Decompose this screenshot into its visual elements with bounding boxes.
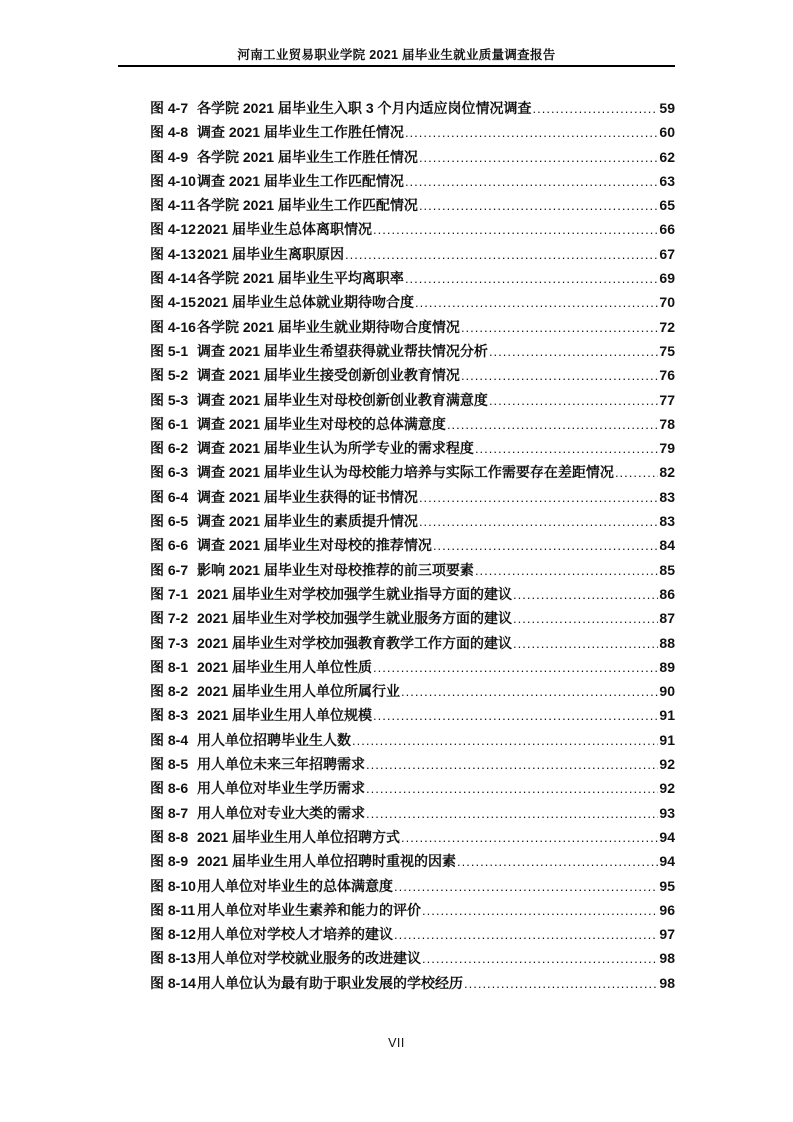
figure-page-number: 69 xyxy=(659,270,675,287)
figure-label: 图 4-9 xyxy=(150,148,189,165)
figure-title: 各学院 2021 届毕业生入职 3 个月内适应岗位情况调查 xyxy=(197,100,532,116)
toc-entry[interactable] xyxy=(150,679,675,703)
figure-page-number: 63 xyxy=(659,172,675,189)
figure-label: 图 4-7 xyxy=(150,100,189,116)
figure-page-number: 78 xyxy=(659,415,675,432)
toc-entry[interactable] xyxy=(150,825,675,849)
report-header-title: 河南工业贸易职业学院 2021 届毕业生就业质量调查报告 xyxy=(237,48,556,62)
figure-label: 图 6-2 xyxy=(150,440,189,457)
figure-page-number: 94 xyxy=(659,853,675,870)
dot-leader xyxy=(461,315,658,340)
dot-leader xyxy=(533,96,659,121)
dot-leader xyxy=(405,266,658,291)
figure-title: 用人单位认为最有助于职业发展的学校经历 xyxy=(197,974,463,991)
toc-entry[interactable] xyxy=(150,703,675,727)
dot-leader xyxy=(405,169,658,194)
figure-page-number: 97 xyxy=(659,926,675,943)
list-of-figures xyxy=(150,96,675,995)
toc-entry[interactable] xyxy=(150,485,675,509)
figure-page-number: 67 xyxy=(659,245,675,262)
toc-entry[interactable] xyxy=(150,388,675,412)
dot-leader xyxy=(422,898,658,923)
dot-leader xyxy=(461,363,658,388)
figure-title: 调查 2021 届毕业生工作胜任情况 xyxy=(197,124,404,141)
figure-title: 用人单位对学校就业服务的改进建议 xyxy=(197,950,421,967)
figure-title: 调查 2021 届毕业生工作匹配情况 xyxy=(197,172,404,189)
dot-leader xyxy=(405,120,658,145)
figure-page-number: 83 xyxy=(659,513,675,530)
dot-leader xyxy=(433,533,658,558)
dot-leader xyxy=(513,582,658,607)
dot-leader xyxy=(373,655,658,680)
dot-leader xyxy=(513,606,658,631)
figure-page-number: 59 xyxy=(659,100,675,116)
figure-page-number: 65 xyxy=(659,197,675,214)
figure-title: 用人单位对专业大类的需求 xyxy=(197,804,365,821)
figure-label: 图 4-13 xyxy=(150,245,196,262)
figure-title: 调查 2021 届毕业生获得的证书情况 xyxy=(197,488,418,505)
toc-entry[interactable] xyxy=(150,752,675,776)
figure-label: 图 8-10 xyxy=(150,877,196,894)
figure-title: 各学院 2021 届毕业生工作匹配情况 xyxy=(197,197,418,214)
toc-entry[interactable] xyxy=(150,582,675,606)
toc-entry[interactable] xyxy=(150,145,675,169)
figure-title: 调查 2021 届毕业生接受创新创业教育情况 xyxy=(197,367,460,384)
figure-title: 调查 2021 届毕业生的素质提升情况 xyxy=(197,513,418,530)
figure-page-number: 92 xyxy=(659,756,675,773)
figure-label: 图 8-14 xyxy=(150,974,196,991)
toc-entry[interactable] xyxy=(150,96,675,120)
dot-leader xyxy=(373,703,658,728)
dot-leader xyxy=(366,776,658,801)
dot-leader xyxy=(401,825,658,850)
figure-label: 图 8-4 xyxy=(150,731,189,748)
figure-title: 各学院 2021 届毕业生平均离职率 xyxy=(197,270,404,287)
dot-leader xyxy=(373,217,658,242)
figure-label: 图 4-16 xyxy=(150,318,196,335)
toc-entry[interactable] xyxy=(150,315,675,339)
toc-entry[interactable] xyxy=(150,606,675,630)
toc-entry[interactable] xyxy=(150,849,675,873)
figure-label: 图 7-1 xyxy=(150,585,189,602)
figure-label: 图 4-14 xyxy=(150,270,196,287)
toc-entry[interactable] xyxy=(150,290,675,314)
toc-entry[interactable] xyxy=(150,509,675,533)
figure-label: 图 8-9 xyxy=(150,853,189,870)
dot-leader xyxy=(352,728,658,753)
figure-label: 图 7-2 xyxy=(150,610,189,627)
figure-page-number: 86 xyxy=(659,585,675,602)
toc-entry[interactable] xyxy=(150,436,675,460)
figure-label: 图 8-7 xyxy=(150,804,189,821)
figure-label: 图 8-6 xyxy=(150,780,189,797)
figure-page-number: 96 xyxy=(659,901,675,918)
figure-title: 各学院 2021 届毕业生工作胜任情况 xyxy=(197,148,418,165)
toc-entry[interactable] xyxy=(150,339,675,363)
figure-title: 2021 届毕业生对学校加强学生就业指导方面的建议 xyxy=(197,585,513,602)
dot-leader xyxy=(419,145,658,170)
figure-label: 图 5-3 xyxy=(150,391,189,408)
dot-leader xyxy=(615,460,658,485)
figure-label: 图 7-3 xyxy=(150,634,189,651)
toc-entry[interactable] xyxy=(150,169,675,193)
figure-label: 图 8-8 xyxy=(150,828,189,845)
figure-label: 图 8-12 xyxy=(150,926,196,943)
figure-title: 2021 届毕业生总体就业期待吻合度 xyxy=(197,294,415,311)
figure-label: 图 8-3 xyxy=(150,707,189,724)
figure-label: 图 8-1 xyxy=(150,658,189,675)
figure-title: 各学院 2021 届毕业生就业期待吻合度情况 xyxy=(197,318,460,335)
figure-label: 图 8-11 xyxy=(150,901,196,918)
figure-page-number: 76 xyxy=(659,367,675,384)
toc-entry[interactable] xyxy=(150,946,675,970)
toc-entry[interactable] xyxy=(150,460,675,484)
figure-title: 调查 2021 届毕业生希望获得就业帮扶情况分析 xyxy=(197,342,488,359)
dot-leader xyxy=(464,971,658,996)
figure-page-number: 91 xyxy=(659,707,675,724)
figure-page-number: 84 xyxy=(659,537,675,554)
dot-leader xyxy=(489,339,658,364)
figure-page-number: 93 xyxy=(659,804,675,821)
toc-entry[interactable] xyxy=(150,655,675,679)
figure-page-number: 82 xyxy=(659,464,675,481)
toc-entry[interactable] xyxy=(150,363,675,387)
figure-page-number: 98 xyxy=(659,974,675,991)
figure-page-number: 89 xyxy=(659,658,675,675)
figure-label: 图 6-3 xyxy=(150,464,189,481)
figure-title: 用人单位未来三年招聘需求 xyxy=(197,756,365,773)
figure-label: 图 5-1 xyxy=(150,342,189,359)
figure-page-number: 83 xyxy=(659,488,675,505)
toc-entry[interactable] xyxy=(150,193,675,217)
figure-label: 图 4-10 xyxy=(150,172,196,189)
figure-title: 2021 届毕业生总体离职情况 xyxy=(197,221,373,238)
figure-title: 调查 2021 届毕业生对母校的推荐情况 xyxy=(197,537,432,554)
figure-page-number: 77 xyxy=(659,391,675,408)
dot-leader xyxy=(394,922,658,947)
figure-page-number: 91 xyxy=(659,731,675,748)
dot-leader xyxy=(422,946,658,971)
figure-label: 图 6-4 xyxy=(150,488,189,505)
toc-entry[interactable] xyxy=(150,898,675,922)
figure-page-number: 72 xyxy=(659,318,675,335)
figure-page-number: 75 xyxy=(659,342,675,359)
dot-leader xyxy=(366,752,658,777)
figure-title: 2021 届毕业生对学校加强学生就业服务方面的建议 xyxy=(197,610,513,627)
dot-leader xyxy=(475,558,658,583)
figure-title: 用人单位对毕业生学历需求 xyxy=(197,780,365,797)
figure-title: 调查 2021 届毕业生认为所学专业的需求程度 xyxy=(197,440,474,457)
figure-label: 图 6-1 xyxy=(150,415,189,432)
figure-page-number: 88 xyxy=(659,634,675,651)
figure-page-number: 62 xyxy=(659,148,675,165)
toc-entry[interactable] xyxy=(150,801,675,825)
figure-title: 2021 届毕业生用人单位性质 xyxy=(197,658,373,675)
dot-leader xyxy=(489,388,658,413)
figure-page-number: 66 xyxy=(659,221,675,238)
figure-label: 图 8-5 xyxy=(150,756,189,773)
figure-title: 2021 届毕业生用人单位招聘时重视的因素 xyxy=(197,853,457,870)
figure-label: 图 6-6 xyxy=(150,537,189,554)
toc-entry[interactable] xyxy=(150,971,675,995)
toc-entry[interactable] xyxy=(150,120,675,144)
toc-entry[interactable] xyxy=(150,412,675,436)
figure-page-number: 92 xyxy=(659,780,675,797)
figure-page-number: 60 xyxy=(659,124,675,141)
figure-label: 图 4-12 xyxy=(150,221,196,238)
figure-title: 调查 2021 届毕业生认为母校能力培养与实际工作需要存在差距情况 xyxy=(197,464,614,481)
figure-label: 图 6-7 xyxy=(150,561,189,578)
figure-title: 2021 届毕业生离职原因 xyxy=(197,245,345,262)
figure-page-number: 79 xyxy=(659,440,675,457)
figure-title: 2021 届毕业生用人单位招聘方式 xyxy=(197,828,401,845)
figure-title: 2021 届毕业生对学校加强教育教学工作方面的建议 xyxy=(197,634,513,651)
toc-entry[interactable] xyxy=(150,874,675,898)
dot-leader xyxy=(419,193,658,218)
dot-leader xyxy=(475,436,658,461)
figure-title: 用人单位招聘毕业生人数 xyxy=(197,731,351,748)
header-rule xyxy=(118,65,675,67)
dot-leader xyxy=(366,801,658,826)
figure-page-number: 85 xyxy=(659,561,675,578)
figure-page-number: 94 xyxy=(659,828,675,845)
dot-leader xyxy=(447,412,658,437)
dot-leader xyxy=(513,631,658,656)
figure-title: 2021 届毕业生用人单位规模 xyxy=(197,707,373,724)
toc-entry[interactable] xyxy=(150,217,675,241)
toc-entry[interactable] xyxy=(150,728,675,752)
toc-entry[interactable] xyxy=(150,631,675,655)
figure-label: 图 4-8 xyxy=(150,124,189,141)
toc-entry[interactable] xyxy=(150,242,675,266)
figure-title: 用人单位对毕业生的总体满意度 xyxy=(197,877,393,894)
figure-title: 用人单位对毕业生素养和能力的评价 xyxy=(197,901,421,918)
toc-entry[interactable] xyxy=(150,922,675,946)
figure-page-number: 98 xyxy=(659,950,675,967)
figure-page-number: 95 xyxy=(659,877,675,894)
dot-leader xyxy=(394,874,658,899)
dot-leader xyxy=(401,679,658,704)
figure-label: 图 6-5 xyxy=(150,513,189,530)
figure-title: 用人单位对学校人才培养的建议 xyxy=(197,926,393,943)
toc-entry[interactable] xyxy=(150,558,675,582)
dot-leader xyxy=(419,509,658,534)
figure-label: 图 8-2 xyxy=(150,683,189,700)
figure-label: 图 4-15 xyxy=(150,294,196,311)
figure-title: 调查 2021 届毕业生对母校的总体满意度 xyxy=(197,415,446,432)
figure-page-number: 90 xyxy=(659,683,675,700)
dot-leader xyxy=(419,485,658,510)
toc-entry[interactable] xyxy=(150,533,675,557)
dot-leader xyxy=(415,290,658,315)
figure-title: 2021 届毕业生用人单位所属行业 xyxy=(197,683,401,700)
dot-leader xyxy=(457,849,658,874)
figure-page-number: 70 xyxy=(659,294,675,311)
figure-title: 影响 2021 届毕业生对母校推荐的前三项要素 xyxy=(197,561,474,578)
figure-label: 图 4-11 xyxy=(150,197,196,214)
toc-entry[interactable] xyxy=(150,776,675,800)
page-number: VII xyxy=(388,1036,405,1050)
dot-leader xyxy=(345,242,658,267)
figure-label: 图 5-2 xyxy=(150,367,189,384)
figure-title: 调查 2021 届毕业生对母校创新创业教育满意度 xyxy=(197,391,488,408)
figure-label: 图 8-13 xyxy=(150,950,196,967)
figure-page-number: 87 xyxy=(659,610,675,627)
toc-entry[interactable] xyxy=(150,266,675,290)
